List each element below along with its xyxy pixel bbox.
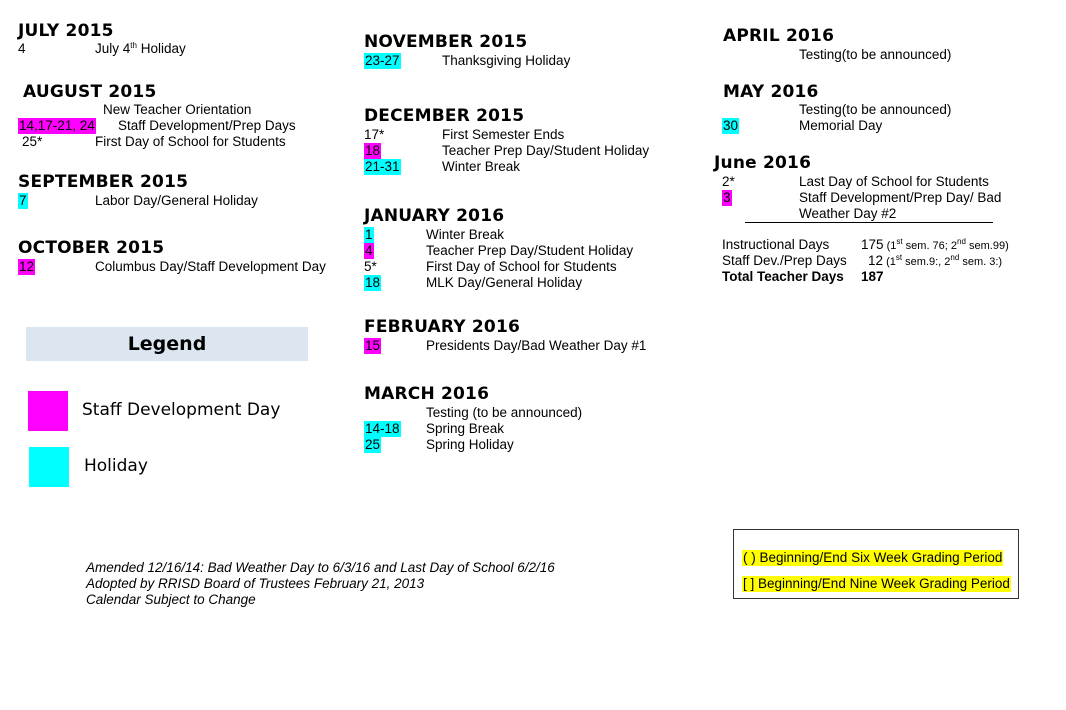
event-text: First Day of School for Students [426,259,617,274]
event-text: Teacher Prep Day/Student Holiday [426,243,634,258]
date-cell: 4 [365,243,373,258]
legend-title: Legend [127,333,207,355]
total-teacher-days-value: 187 [861,269,884,284]
event-text: Spring Holiday [426,437,514,452]
event-text: Teacher Prep Day/Student Holiday [442,143,650,158]
note-line: Amended 12/16/14: Bad Weather Day to 6/3/16 and Last Day of School 6/2/16 [86,560,555,575]
event-text: Winter Break [442,159,521,174]
month-heading-dec2015: DECEMBER 2015 [364,106,525,126]
date-cell: 18 [365,143,381,158]
event-text: Thanksgiving Holiday [442,53,571,68]
event-text: Staff Development/Prep Day/ Bad [799,190,1002,205]
event-text: Weather Day #2 [799,206,897,221]
month-heading-mar2016: MARCH 2016 [364,384,490,404]
month-heading-jul2015: JULY 2015 [18,21,114,41]
legend-staff-development-label: Staff Development Day [82,400,281,420]
total-teacher-days-label: Total Teacher Days [722,269,844,284]
date-cell: 12 [19,259,35,274]
event-text: July 4th Holiday [95,41,186,56]
date-cell: 18 [365,275,381,290]
date-cell: 25* [22,134,43,149]
footnotes [86,560,555,608]
legend-holiday-label: Holiday [84,456,148,476]
event-text: Testing(to be announced) [799,47,952,62]
date-cell: 30 [723,118,739,133]
event-text: MLK Day/General Holiday [426,275,583,290]
six-week-grading-label: ( ) Beginning/End Six Week Grading Period [743,550,1003,565]
event-text: Last Day of School for Students [799,174,989,189]
event-text: Winter Break [426,227,505,242]
month-heading-aug2015: AUGUST 2015 [23,82,157,102]
staff-dev-days-value: 12 (1st sem.9:, 2nd sem. 3:) [868,253,1003,268]
legend-header [26,327,308,361]
date-cell: 21-31 [365,159,400,174]
month-heading-jun2016: June 2016 [714,153,812,173]
holiday-swatch [29,447,69,487]
event-text: New Teacher Orientation [103,102,252,117]
date-cell: 3 [723,190,731,205]
month-heading-jan2016: JANUARY 2016 [364,206,505,226]
month-heading-may2016: MAY 2016 [723,82,819,102]
date-cell: 2* [722,174,735,189]
date-cell: 14-18 [365,421,400,436]
month-heading-apr2016: APRIL 2016 [723,26,835,46]
event-text: Spring Break [426,421,505,436]
date-cell: 5* [364,259,377,274]
event-text: First Day of School for Students [95,134,286,149]
event-text: Labor Day/General Holiday [95,193,258,208]
note-line: Calendar Subject to Change [86,592,256,607]
event-text: Testing (to be announced) [426,405,583,420]
event-text: First Semester Ends [442,127,565,142]
instructional-days-label: Instructional Days [722,237,830,252]
event-text: Testing(to be announced) [799,102,952,117]
month-heading-feb2016: FEBRUARY 2016 [364,317,521,337]
event-text: Memorial Day [799,118,883,133]
staff-development-swatch [28,391,68,431]
month-heading-oct2015: OCTOBER 2015 [18,238,165,258]
date-cell: 15 [365,338,381,353]
date-cell: 25 [365,437,381,452]
staff-dev-days-label: Staff Dev./Prep Days [722,253,847,268]
nine-week-grading-label: [ ] Beginning/End Nine Week Grading Period [743,576,1010,591]
date-cell: 1 [365,227,373,242]
month-heading-sep2015: SEPTEMBER 2015 [18,172,189,192]
date-cell: 4 [18,41,26,56]
event-text: Columbus Day/Staff Development Day [95,259,326,274]
date-cell: 7 [19,193,27,208]
date-cell: 17* [364,127,385,142]
month-heading-nov2015: NOVEMBER 2015 [364,32,528,52]
date-cell: 14,17-21, 24 [19,118,95,133]
event-text: Staff Development/Prep Days [118,118,296,133]
instructional-days-value: 175 (1st sem. 76; 2nd sem.99) [861,237,1009,252]
summary-divider [745,222,993,223]
event-text: Presidents Day/Bad Weather Day #1 [426,338,647,353]
note-line: Adopted by RRISD Board of Trustees February 21, 2013 [86,576,425,591]
grading-period-legend [733,529,1019,599]
date-cell: 23-27 [365,53,400,68]
